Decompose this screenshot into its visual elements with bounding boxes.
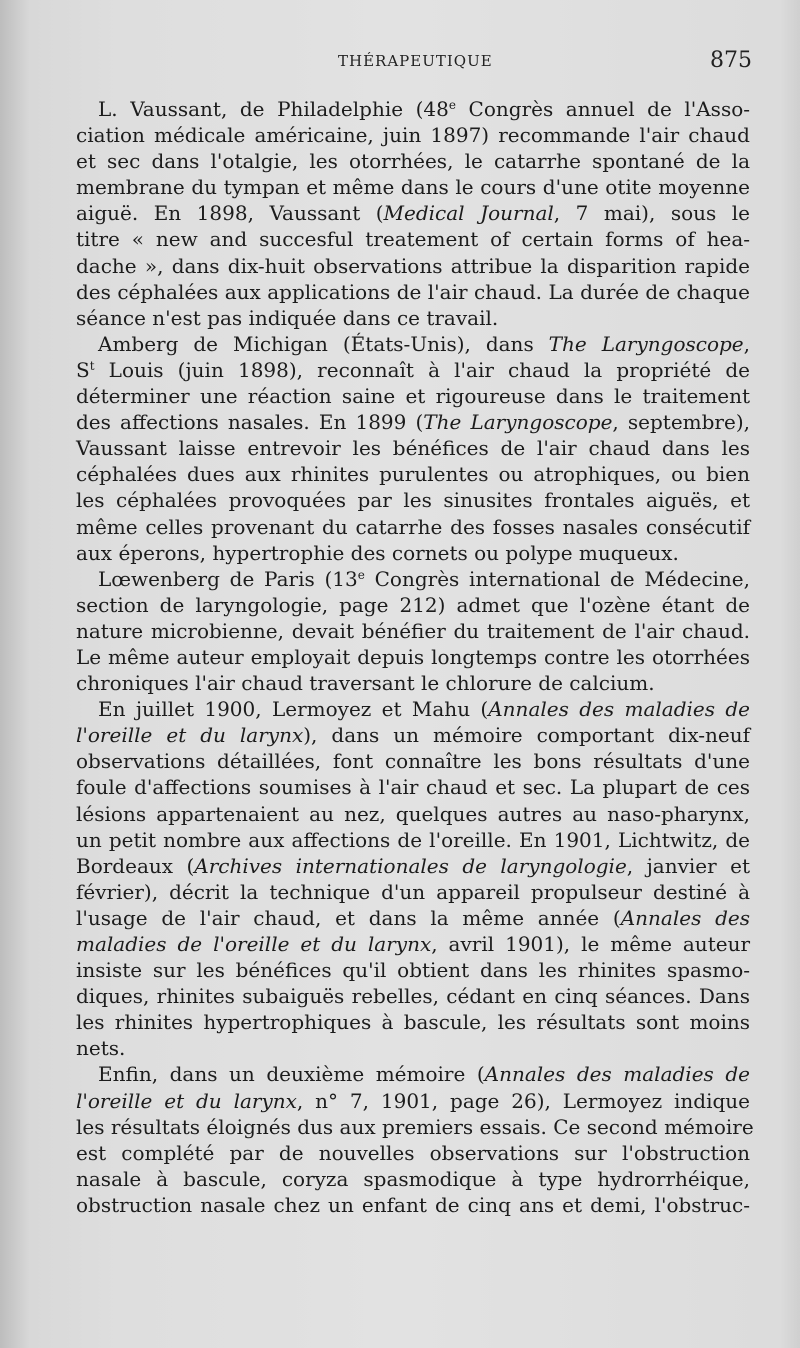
- text-line: [76, 592, 750, 618]
- text-run: et sec dans l'otalgie, les otorrhées, le catarrhe spontané de la: [76, 149, 750, 174]
- text-run: nature microbienne, devait bénéfier du traitement de l'air chaud.: [76, 618, 750, 643]
- text-run: aiguë. En 1898, Vaussant (: [76, 201, 384, 226]
- italic-run: l'oreille et du larynx: [76, 723, 304, 748]
- text-run: Congrès annuel de l'Asso-: [456, 97, 750, 121]
- text-run: section de laryngologie, page 212) admet que l'ozène étant de: [76, 592, 750, 617]
- italic-run: Archives internationales de laryngologie: [194, 853, 627, 878]
- text-run: l'usage de l'air chaud, et dans la même année (: [76, 905, 621, 930]
- text-line: [76, 331, 750, 357]
- text-run: , n° 7, 1901, page 26), Lermoyez indique: [296, 1088, 750, 1113]
- text-line: [76, 435, 750, 461]
- text-run: séance n'est pas indiquée dans ce travail.: [76, 305, 499, 330]
- text-line: [76, 122, 750, 148]
- text-run: les céphalées provoquées par les sinusites frontales aiguës, et: [76, 488, 750, 513]
- text-line: [76, 253, 750, 279]
- superscript: t: [89, 358, 95, 373]
- text-run: Bordeaux (: [76, 853, 195, 878]
- text-run: , 7 mai), sous le: [553, 201, 751, 226]
- text-line: [76, 696, 750, 722]
- text-line: [76, 644, 750, 670]
- text-line: [76, 774, 750, 800]
- text-line: [76, 1140, 750, 1166]
- text-line: [76, 1061, 750, 1087]
- text-run: nasale à bascule, coryza spasmodique à type hydrorrhéique,: [76, 1166, 750, 1191]
- italic-run: Annales des: [620, 905, 751, 930]
- text-run: ), dans un mémoire comportant dix-neuf: [303, 723, 750, 748]
- text-run: ciation médicale américaine, juin 1897) recommande l'air chaud: [76, 123, 750, 148]
- text-run: observations détaillées, font connaître les bons résultats d'une: [76, 749, 750, 774]
- text-run: est complété par de nouvelles observations sur l'obstruction: [76, 1140, 750, 1165]
- italic-run: Medical Journal: [383, 201, 554, 226]
- text-run: ,: [743, 331, 750, 356]
- text-line: [76, 1114, 754, 1140]
- text-line: [76, 487, 750, 513]
- text-line: [76, 540, 750, 566]
- text-line: [76, 1088, 750, 1114]
- text-run: Le même auteur employait depuis longtemps contre les otorrhées: [76, 644, 750, 669]
- text-run: Lœwenberg de Paris (13: [98, 566, 358, 591]
- text-run: des céphalées aux applications de l'air chaud. La durée de chaque: [76, 279, 750, 304]
- page-number: 875: [710, 48, 752, 73]
- text-line: [76, 670, 750, 696]
- text-run: dache », dans dix-huit observations attribue la disparition rapide: [76, 253, 750, 278]
- italic-run: The Laryngoscope: [548, 331, 744, 356]
- text-run: Enfin, dans un deuxième mémoire (: [98, 1062, 485, 1087]
- text-run: aux éperons, hypertrophie des cornets ou polype muqueux.: [76, 540, 679, 565]
- text-line: [76, 226, 750, 252]
- text-line: [76, 279, 750, 305]
- superscript: e: [357, 567, 365, 582]
- text-run: membrane du tympan et même dans le cours d'une otite moyenne: [76, 175, 750, 200]
- text-run: les rhinites hypertrophiques à bascule, les résultats sont moins: [76, 1010, 750, 1035]
- text-line: [76, 461, 750, 487]
- text-run: , avril 1901), le même auteur: [431, 932, 751, 956]
- text-line: [76, 1192, 750, 1218]
- italic-run: Annales des maladies de: [488, 697, 750, 722]
- text-line: [76, 305, 750, 331]
- text-line: [76, 357, 750, 383]
- text-run: Louis (juin 1898), reconnaît à l'air chaud la propriété de: [94, 357, 750, 382]
- text-run: même celles provenant du catarrhe des fosses nasales consécutif: [76, 514, 750, 539]
- italic-run: maladies de l'oreille et du larynx: [76, 932, 432, 956]
- text-line: [76, 200, 750, 226]
- text-run: L. Vaussant, de Philadelphie (48: [98, 97, 449, 121]
- text-run: nets.: [76, 1036, 126, 1061]
- superscript: e: [448, 98, 456, 112]
- text-line: [76, 801, 750, 827]
- text-run: céphalées dues aux rhinites purulentes ou atrophiques, ou bien: [76, 462, 750, 487]
- text-run: déterminer une réaction saine et rigoureuse dans le traitement: [76, 384, 750, 409]
- text-line: [76, 148, 750, 174]
- italic-run: Annales des maladies de: [484, 1062, 750, 1087]
- text-line: [76, 748, 750, 774]
- text-line: [76, 827, 750, 853]
- text-line: [76, 174, 750, 200]
- text-run: S: [76, 357, 90, 382]
- text-line: [76, 618, 750, 644]
- text-line: [76, 722, 750, 748]
- text-run: Amberg de Michigan (États-Unis), dans: [98, 331, 549, 356]
- text-run: un petit nombre aux affections de l'oreille. En 1901, Lichtwitz, de: [76, 827, 750, 852]
- text-run: les résultats éloignés dus aux premiers essais. Ce second mémoire: [76, 1114, 754, 1139]
- text-line: [76, 566, 750, 592]
- text-line: [76, 1035, 750, 1061]
- text-run: Vaussant laisse entrevoir les bénéfices de l'air chaud dans les: [76, 436, 750, 461]
- page-header: [0, 48, 800, 78]
- running-title: THÉRAPEUTIQUE: [338, 52, 493, 70]
- text-run: insiste sur les bénéfices qu'il obtient dans les rhinites spasmo-: [76, 958, 750, 983]
- text-run: diques, rhinites subaiguës rebelles, cédant en cinq séances. Dans: [76, 984, 750, 1009]
- text-line: [76, 383, 750, 409]
- body-text: [76, 96, 754, 1218]
- text-run: février), décrit la technique d'un appareil propulseur destiné à: [76, 879, 750, 904]
- text-line: [76, 905, 750, 931]
- text-line: [76, 931, 750, 957]
- text-run: En juillet 1900, Lermoyez et Mahu (: [98, 697, 489, 722]
- text-run: Congrès international de Médecine,: [364, 566, 751, 591]
- text-line: [76, 1009, 750, 1035]
- text-line: [76, 96, 750, 122]
- text-line: [76, 409, 750, 435]
- italic-run: The Laryngoscope: [423, 410, 613, 435]
- text-run: chroniques l'air chaud traversant le chlorure de calcium.: [76, 671, 655, 696]
- text-line: [76, 1166, 750, 1192]
- text-line: [76, 957, 750, 983]
- text-run: , septembre),: [612, 410, 750, 435]
- text-line: [76, 983, 750, 1009]
- text-line: [76, 879, 750, 905]
- text-run: des affections nasales. En 1899 (: [76, 410, 424, 435]
- text-run: , janvier et: [626, 853, 750, 878]
- text-line: [76, 514, 750, 540]
- text-line: [76, 853, 750, 879]
- italic-run: l'oreille et du larynx: [76, 1088, 297, 1113]
- text-run: lésions appartenaient au nez, quelques autres au naso-pharynx,: [76, 801, 750, 826]
- text-run: titre « new and succesful treatement of certain forms of hea-: [76, 227, 750, 252]
- text-run: obstruction nasale chez un enfant de cinq ans et demi, l'obstruc-: [76, 1192, 750, 1217]
- text-run: foule d'affections soumises à l'air chaud et sec. La plupart de ces: [76, 775, 750, 800]
